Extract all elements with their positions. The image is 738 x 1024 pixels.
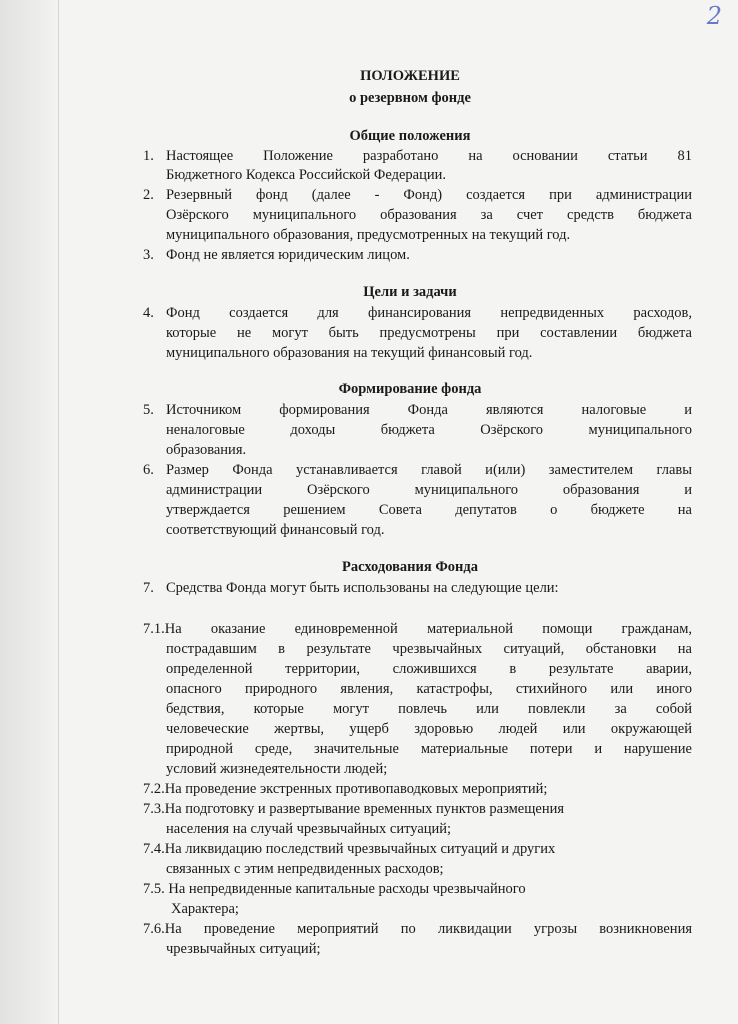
paragraph-line: Резервный фонд (далее - Фонд) создается при администрации xyxy=(166,187,692,203)
paragraph-line: неналоговые доходы бюджета Озёрского муниципального xyxy=(166,422,692,438)
paragraph-line: которые не могут быть предусмотрены при составлении бюджета xyxy=(166,325,692,341)
paragraph-line: администрации Озёрского муниципального образования и xyxy=(166,482,692,498)
paragraph-line: условий жизнедеятельности людей; xyxy=(166,761,388,777)
item-number: 6. xyxy=(143,462,154,478)
paragraph-line: Характера; xyxy=(171,901,239,917)
section-heading-general: Общие положения xyxy=(349,128,471,144)
paragraph-line: Настоящее Положение разработано на основании статьи 81 xyxy=(166,148,692,164)
item-number: 1. xyxy=(143,148,154,164)
paragraph-line: 7.2.На проведение экстренных противопаводковых мероприятий; xyxy=(143,781,548,797)
section-heading-formation: Формирование фонда xyxy=(338,381,482,397)
paragraph-line: Средства Фонда могут быть использованы на следующие цели: xyxy=(166,580,559,596)
paragraph-line: определенной территории, сложившихся в результате аварии, xyxy=(166,661,692,677)
page-edge-shadow xyxy=(0,0,62,1024)
document-title: ПОЛОЖЕНИЕ xyxy=(360,68,460,84)
item-number: 4. xyxy=(143,305,154,321)
paragraph-line: соответствующий финансовый год. xyxy=(166,522,385,538)
item-number: 2. xyxy=(143,187,154,203)
paragraph-line: 7.4.На ликвидацию последствий чрезвычайных ситуаций и других xyxy=(143,841,556,857)
item-number: 7. xyxy=(143,580,154,596)
paragraph-line: Фонд создается для финансирования непредвиденных расходов, xyxy=(166,305,692,321)
paragraph-line: 7.1.На оказание единовременной материальной помощи гражданам, xyxy=(143,621,692,637)
paragraph-line: связанных с этим непредвиденных расходов; xyxy=(166,861,444,877)
paragraph-line: бедствия, которые могут повлечь или повлекли за собой xyxy=(166,701,692,717)
paragraph-line: Фонд не является юридическим лицом. xyxy=(166,247,410,263)
section-heading-spending: Расходования Фонда xyxy=(341,559,478,575)
paragraph-line: опасного природного явления, катастрофы, стихийного или иного xyxy=(166,681,692,697)
handwritten-page-number: 2 xyxy=(706,2,722,30)
paragraph-line: Размер Фонда устанавливается главой и(или) заместителем главы xyxy=(166,462,692,478)
paragraph-line: 7.5. На непредвиденные капитальные расходы чрезвычайного xyxy=(143,881,526,897)
paragraph-line: чрезвычайных ситуаций; xyxy=(166,941,321,957)
paragraph-line: 7.6.На проведение мероприятий по ликвидации угрозы возникновения xyxy=(143,921,692,937)
section-heading-goals: Цели и задачи xyxy=(363,284,457,300)
document-subtitle: о резервном фонде xyxy=(349,90,471,106)
paragraph-line: муниципального образования на текущий финансовый год. xyxy=(166,345,533,361)
paragraph-line: человеческие жертвы, ущерб здоровью людей или окружающей xyxy=(166,721,692,737)
paragraph-line: пострадавшим в результате чрезвычайных ситуаций, обстановки на xyxy=(166,641,692,657)
item-number: 5. xyxy=(143,402,154,418)
paragraph-line: Бюджетного Кодекса Российской Федерации. xyxy=(166,167,447,183)
page-fold-line xyxy=(58,0,59,1024)
item-number: 3. xyxy=(143,247,154,263)
paragraph-line: муниципального образования, предусмотренных на текущий год. xyxy=(166,227,571,243)
paragraph-line: 7.3.На подготовку и развертывание временных пунктов размещения xyxy=(143,801,565,817)
paragraph-line: Источником формирования Фонда являются налоговые и xyxy=(166,402,692,418)
paragraph-line: Озёрского муниципального образования за счет средств бюджета xyxy=(166,207,692,223)
paragraph-line: утверждается решением Совета депутатов о бюджете на xyxy=(166,502,692,518)
paragraph-line: образования. xyxy=(166,442,247,458)
paragraph-line: населения на случай чрезвычайных ситуаций; xyxy=(166,821,452,837)
paragraph-line: природной среде, значительные материальные потери и нарушение xyxy=(166,741,692,757)
